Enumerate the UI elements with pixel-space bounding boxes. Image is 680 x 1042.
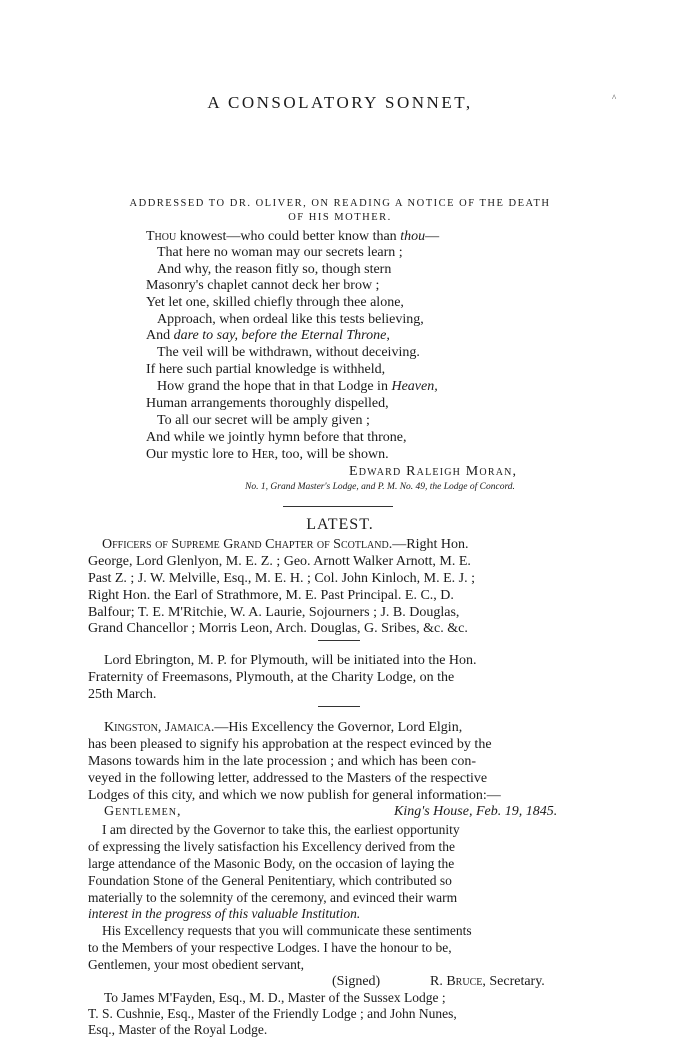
sonnet-line-1-lead: Thou <box>146 229 177 244</box>
sonnet-line-14-pre: Our mystic lore to <box>146 447 252 462</box>
signer <box>430 974 545 990</box>
officers-line-1 <box>102 537 680 553</box>
sonnet-line-10-emphasis: Heaven, <box>391 379 438 394</box>
sonnet-subtitle-line1: ADDRESSED TO DR. OLIVER, ON READING A NOTICE OF THE DEATH <box>129 198 551 209</box>
officers-line-2: George, Lord Glenlyon, M. E. Z. ; Geo. Arnott Walker Arnott, M. E. <box>88 554 471 569</box>
ebrington-line-3: 25th March. <box>88 687 157 702</box>
sonnet-line-9: If here such partial knowledge is withheld, <box>146 362 386 377</box>
divider-1 <box>283 506 393 507</box>
officers-line-5: Balfour; T. E. M'Ritchie, W. A. Laurie, Sojourners ; J. B. Douglas, <box>88 605 460 620</box>
divider-3 <box>318 706 360 707</box>
letter-line-4: Foundation Stone of the General Penitentiary, which contributed so <box>88 873 452 888</box>
latest-heading: LATEST. <box>306 516 374 533</box>
officers-label: Officers of Supreme Grand Chapter of Scotland. <box>102 537 393 552</box>
to-line-1: To James M'Fayden, Esq., M. D., Master of the Sussex Lodge ; <box>104 990 446 1005</box>
sonnet-title: A CONSOLATORY SONNET, <box>207 93 473 112</box>
letter-line-6: interest in the progress of this valuable Institution. <box>88 906 361 921</box>
kingston-line-3: Masons towards him in the late procession ; and which has been con- <box>88 754 477 769</box>
letter-line-3: large attendance of the Masonic Body, on the occasion of laying the <box>88 856 455 871</box>
sonnet-line-1-end: — <box>425 229 440 244</box>
letter-line-5: materially to the solemnity of the ceremony, and evinced their warm <box>88 890 458 905</box>
kingston-line-4: veyed in the following letter, addressed to the Masters of the respective <box>88 771 488 786</box>
sonnet-line-14-her: Her <box>251 447 275 462</box>
letter-salutation: Gentlemen, <box>104 804 182 819</box>
signer-title: , Secretary. <box>482 974 545 989</box>
to-line-3: Esq., Master of the Royal Lodge. <box>88 1022 268 1037</box>
signer-name: R. Bruce <box>430 974 483 989</box>
margin-caret-icon: ^ <box>612 93 617 103</box>
kingston-line-1-text: —His Excellency the Governor, Lord Elgin, <box>214 720 463 735</box>
sonnet-line-2: That here no woman may our secrets learn ; <box>157 245 403 260</box>
signed-label: (Signed) <box>332 974 381 989</box>
officers-line-6: Grand Chancellor ; Morris Leon, Arch. Douglas, G. Sribes, &c. &c. <box>88 621 468 636</box>
sonnet-line-14 <box>146 447 389 463</box>
sonnet-line-10 <box>157 379 438 395</box>
sonnet-line-3: And why, the reason fitly so, though stern <box>157 262 392 277</box>
kingston-label: Kingston, Jamaica. <box>104 720 215 735</box>
officers-line-1-text: —Right Hon. <box>392 537 469 552</box>
sonnet-subtitle-line2: OF HIS MOTHER. <box>288 212 392 223</box>
sonnet-line-8: The veil will be withdrawn, without deceiving. <box>157 345 420 360</box>
sonnet-line-7-pre: And <box>146 328 174 343</box>
kingston-line-2: has been pleased to signify his approbation at the respect evinced by the <box>88 737 492 752</box>
sonnet-line-7-emphasis: dare to say, before the Eternal Throne, <box>173 328 390 343</box>
sonnet-line-4: Masonry's chaplet cannot deck her brow ; <box>146 278 380 293</box>
ebrington-line-1: Lord Ebrington, M. P. for Plymouth, will be initiated into the Hon. <box>104 653 477 668</box>
letter-line-9: Gentlemen, your most obedient servant, <box>88 957 304 972</box>
sonnet-signature: Edward Raleigh Moran, <box>349 464 518 479</box>
sonnet-line-12: To all our secret will be amply given ; <box>157 413 370 428</box>
letter-line-8: to the Members of your respective Lodges. I have the honour to be, <box>88 940 452 955</box>
officers-line-4: Right Hon. the Earl of Strathmore, M. E. Past Principal. E. C., D. <box>88 588 454 603</box>
sonnet-line-1-text: knowest—who could better know than <box>176 229 401 244</box>
sonnet-line-13: And while we jointly hymn before that throne, <box>146 430 407 445</box>
sonnet-line-11: Human arrangements thoroughly dispelled, <box>146 396 389 411</box>
letter-line-2: of expressing the lively satisfaction his Excellency derived from the <box>88 839 456 854</box>
letter-line-7: His Excellency requests that you will communicate these sentiments <box>102 923 472 938</box>
kingston-line-5: Lodges of this city, and which we now publish for general information:— <box>88 788 501 803</box>
officers-line-3: Past Z. ; J. W. Melville, Esq., M. E. H. ; Col. John Kinloch, M. E. J. ; <box>88 571 475 586</box>
sonnet-line-1-emphasis: thou <box>400 229 426 244</box>
sonnet-line-10-pre: How grand the hope that in that Lodge in <box>157 379 392 394</box>
sonnet-line-7 <box>146 328 390 344</box>
divider-2 <box>318 640 360 641</box>
sonnet-line-6: Approach, when ordeal like this tests believing, <box>157 312 424 327</box>
letter-dateline: King's House, Feb. 19, 1845. <box>394 804 558 819</box>
sonnet-signature-note: No. 1, Grand Master's Lodge, and P. M. No. 49, the Lodge of Concord. <box>245 482 515 492</box>
to-line-2: T. S. Cushnie, Esq., Master of the Friendly Lodge ; and John Nunes, <box>88 1006 457 1021</box>
kingston-line-1 <box>104 720 680 736</box>
ebrington-line-2: Fraternity of Freemasons, Plymouth, at the Charity Lodge, on the <box>88 670 455 685</box>
sonnet-line-5: Yet let one, skilled chiefly through thee alone, <box>146 295 404 310</box>
letter-line-1: I am directed by the Governor to take this, the earliest opportunity <box>102 822 460 837</box>
sonnet-line-1 <box>146 229 439 245</box>
sonnet-line-14-post: , too, will be shown. <box>274 447 389 462</box>
